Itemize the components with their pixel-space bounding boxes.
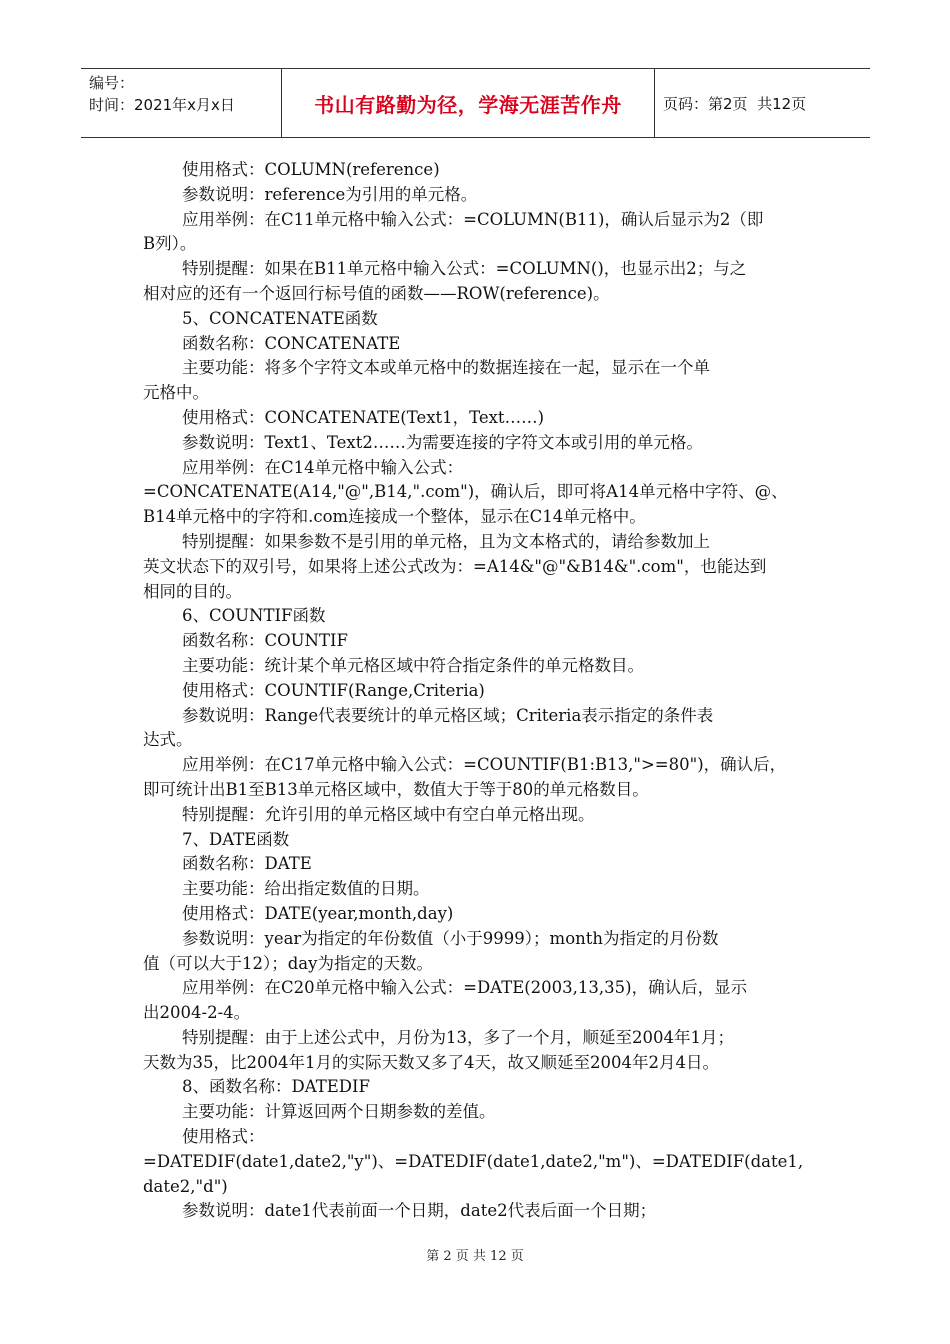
document-time-label: 时间：2021年x月x日 bbox=[89, 96, 235, 114]
body-line: 相对应的还有一个返回行标号值的函数——ROW(reference)。 bbox=[143, 283, 610, 303]
body-line: 使用格式：COLUMN(reference) bbox=[182, 160, 440, 179]
body-line: 即可统计出B1至B13单元格区域中，数值大于等于80的单元格数目。 bbox=[143, 779, 649, 799]
page-footer: 第 2 页 共 12 页 bbox=[426, 1249, 524, 1264]
header-page-info bbox=[655, 69, 870, 137]
body-line: 特别提醒：允许引用的单元格区域中有空白单元格出现。 bbox=[182, 804, 595, 824]
body-line: 7、DATE函数 bbox=[182, 829, 290, 849]
body-line: 应用举例：在C20单元格中输入公式：=DATE(2003,13,35)，确认后，显示 bbox=[182, 978, 748, 998]
body-line: 参数说明：reference为引用的单元格。 bbox=[182, 184, 478, 204]
body-line: 函数名称：COUNTIF bbox=[182, 631, 348, 651]
body-line: date2,"d") bbox=[143, 1176, 228, 1196]
body-line: 应用举例：在C11单元格中输入公式：=COLUMN(B11)，确认后显示为2（即 bbox=[182, 209, 764, 229]
body-line: 应用举例：在C14单元格中输入公式： bbox=[182, 457, 464, 477]
body-line: 出2004-2-4。 bbox=[143, 1003, 251, 1023]
page-info-text: 页码：第2页 共12页 bbox=[663, 94, 807, 113]
body-line: 应用举例：在C17单元格中输入公式：=COUNTIF(B1:B13,">=80")，确认后， bbox=[182, 755, 787, 775]
body-line: 英文状态下的双引号，如果将上述公式改为：=A14&"@"&B14&".com"，也能达到 bbox=[143, 556, 767, 576]
body-line: 特别提醒：由于上述公式中，月份为13，多了一个月，顺延至2004年1月； bbox=[182, 1027, 734, 1047]
document-body bbox=[143, 158, 823, 1224]
body-line: 使用格式：COUNTIF(Range,Criteria) bbox=[182, 680, 485, 700]
body-line: 主要功能：统计某个单元格区域中符合指定条件的单元格数目。 bbox=[182, 655, 644, 675]
body-line: 特别提醒：如果在B11单元格中输入公式：=COLUMN()，也显示出2；与之 bbox=[182, 259, 747, 279]
body-line: 参数说明：Text1、Text2……为需要连接的字符文本或引用的单元格。 bbox=[182, 432, 703, 452]
document-number-label: 编号： bbox=[89, 74, 135, 92]
body-line: 元格中。 bbox=[143, 383, 209, 403]
document-header bbox=[81, 68, 870, 138]
body-line: 5、CONCATENATE函数 bbox=[182, 308, 378, 328]
body-line: 使用格式：CONCATENATE(Text1，Text……) bbox=[182, 407, 545, 427]
body-line: 特别提醒：如果参数不是引用的单元格，且为文本格式的，请给参数加上 bbox=[182, 531, 710, 551]
header-meta bbox=[81, 69, 282, 137]
body-line: 参数说明：date1代表前面一个日期，date2代表后面一个日期； bbox=[182, 1201, 657, 1221]
body-line: =DATEDIF(date1,date2,"y")、=DATEDIF(date1,date2,"m")、=DATEDIF(date1, bbox=[143, 1151, 804, 1171]
body-line: 函数名称：DATE bbox=[182, 854, 312, 874]
body-line: 使用格式： bbox=[182, 1127, 265, 1147]
body-line: 相同的目的。 bbox=[143, 581, 242, 601]
body-line: 值（可以大于12）；day为指定的天数。 bbox=[143, 953, 433, 973]
body-line: 参数说明：Range代表要统计的单元格区域；Criteria表示指定的条件表 bbox=[182, 705, 714, 725]
body-line: 主要功能：将多个字符文本或单元格中的数据连接在一起，显示在一个单 bbox=[182, 358, 710, 378]
body-line: 天数为35，比2004年1月的实际天数又多了4天，故又顺延至2004年2月4日。 bbox=[143, 1052, 719, 1072]
body-line: 主要功能：计算返回两个日期参数的差值。 bbox=[182, 1102, 496, 1122]
body-line: 函数名称：CONCATENATE bbox=[182, 333, 401, 353]
body-line: 6、COUNTIF函数 bbox=[182, 606, 326, 626]
body-line: B14单元格中的字符和.com连接成一个整体，显示在C14单元格中。 bbox=[143, 507, 646, 527]
body-line: 主要功能：给出指定数值的日期。 bbox=[182, 879, 430, 899]
header-slogan: 书山有路勤为径，学海无涯苦作舟 bbox=[282, 69, 655, 137]
body-line: =CONCATENATE(A14,"@",B14,".com")，确认后，即可将A14单元格中字符、@、 bbox=[143, 482, 788, 502]
body-line: 达式。 bbox=[143, 730, 193, 750]
body-line: 8、函数名称：DATEDIF bbox=[182, 1077, 370, 1097]
body-line: 参数说明：year为指定的年份数值（小于9999）；month为指定的月份数 bbox=[182, 928, 719, 948]
body-line: B列）。 bbox=[143, 234, 197, 254]
body-line: 使用格式：DATE(year,month,day) bbox=[182, 903, 454, 923]
